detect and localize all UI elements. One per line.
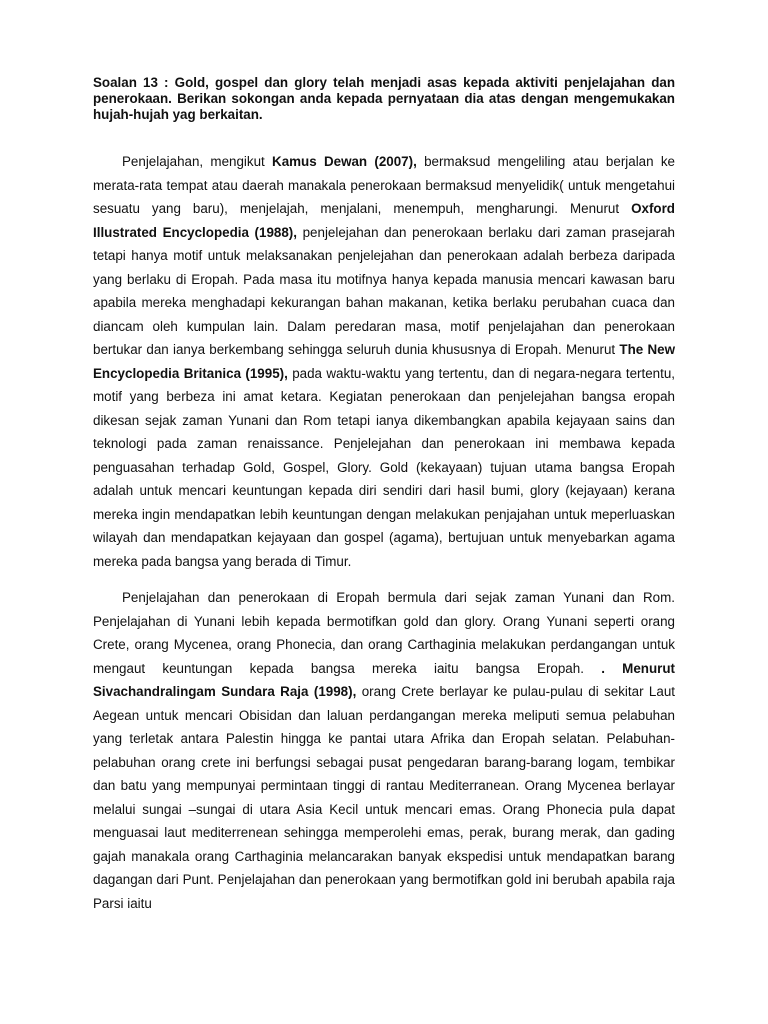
citation-text: Kamus Dewan (2007),: [272, 154, 417, 169]
paragraph-text: Penjelajahan, mengikut: [122, 154, 273, 169]
paragraph-text: pada waktu-waktu yang tertentu, dan di negara-negara tertentu, motif yang berbeza ini amat ketara. Kegiatan penerokaan dan penjelejahan bangsa eropah dikesan sejak zaman Yunani dan Rom tetapi ianya dikembangkan apabila kejayaan sains dan teknologi pada zaman renaissance. Penjelejahan dan penerokaan ini membawa kepada penguasahan terhadap Gold, Gospel, Glory. Gold (kekayaan) tujuan utama bangsa Eropah adalah untuk mencari keuntungan kepada diri sendiri dari hasil bumi, glory (kejayaan) kerana mereka ingin mendapatkan lebih keuntungan dengan melakukan penjajahan untuk meperluaskan wilayah dan mendapatkan kejayaan dan gospel (agama), bertujuan untuk menyebarkan agama mereka pada bangsa yang berada di Timur.: [93, 365, 675, 569]
paragraph-text: penjelejahan dan penerokaan berlaku dari zaman prasejarah tetapi hanya motif untuk melaksanakan penjelejahan dan penerokaan adalah berbeza daripada yang berlaku di Eropah. Pada masa itu motifnya hanya kepada manusia mencari kawasan baru apabila mereka menghadapi kekurangan bahan makanan, ketika berlaku perubahan cuaca dan diancam oleh kumpulan lain. Dalam peredaran masa, motif penjelajahan dan penerokaan bertukar dan ianya berkembang sehingga seluruh dunia khususnya di Eropah. Menurut: [93, 224, 676, 357]
citation-text: The New Encyclopedia Britanica (1995),: [93, 342, 676, 381]
paragraph-text: bermaksud mengeliling atau berjalan ke merata-rata tempat atau daerah manakala penerokaan bermaksud menyelidik( untuk mengetahui sesuatu yang baru), menjelajah, menjalani, menempuh, mengharungi. Menurut: [93, 154, 675, 216]
citation-text: Oxford Illustrated Encyclopedia (1988),: [93, 201, 675, 240]
paragraph-text: orang Crete berlayar ke pulau-pulau di sekitar Laut Aegean untuk mencari Obisidan dan laluan perdangangan mereka meliputi semua pelabuhan yang terletak antara Palestin hingga ke pantai utara Afrika dan Eropah selatan. Pelabuhan-pelabuhan orang crete ini berfungsi sebagai pusat pengedaran barang-barang logam, tembikar dan batu yang mempunyai permintaan tinggi di rantau Mediterranean. Orang Mycenea berlayar melalui sungai –sungai di utara Asia Kecil untuk mencari emas. Orang Phonecia pula dapat menguasai laut mediterrenean sehingga memperolehi emas, perak, burang merak, dan gading gajah manakala orang Carthaginia melancarakan banyak ekspedisi untuk mendapatkan barang dagangan dari Punt. Penjelajahan dan penerokaan yang bermotifkan gold ini berubah apabila raja Parsi iaitu: [93, 684, 675, 911]
citation-text: . Menurut Sivachandralingam Sundara Raja (1998),: [93, 660, 675, 699]
body-paragraph: [93, 150, 675, 573]
body-paragraph: [93, 586, 675, 915]
essay-body: [93, 150, 675, 928]
question-heading: Soalan 13 : Gold, gospel dan glory telah menjadi asas kepada aktiviti penjelajahan dan penerokaan. Berikan sokongan anda kepada pernyataan dia atas dengan mengemukakan hujah-hujah yag berkaitan.: [93, 75, 675, 122]
paragraph-text: Penjelajahan dan penerokaan di Eropah bermula dari sejak zaman Yunani dan Rom. Penjelajahan di Yunani lebih kepada bermotifkan gold dan glory. Orang Yunani seperti orang Crete, orang Mycenea, orang Phonecia, dan orang Carthaginia melakukan perdangangan untuk mengaut keuntungan kepada bangsa mereka iaitu bangsa Eropah.: [93, 590, 675, 676]
